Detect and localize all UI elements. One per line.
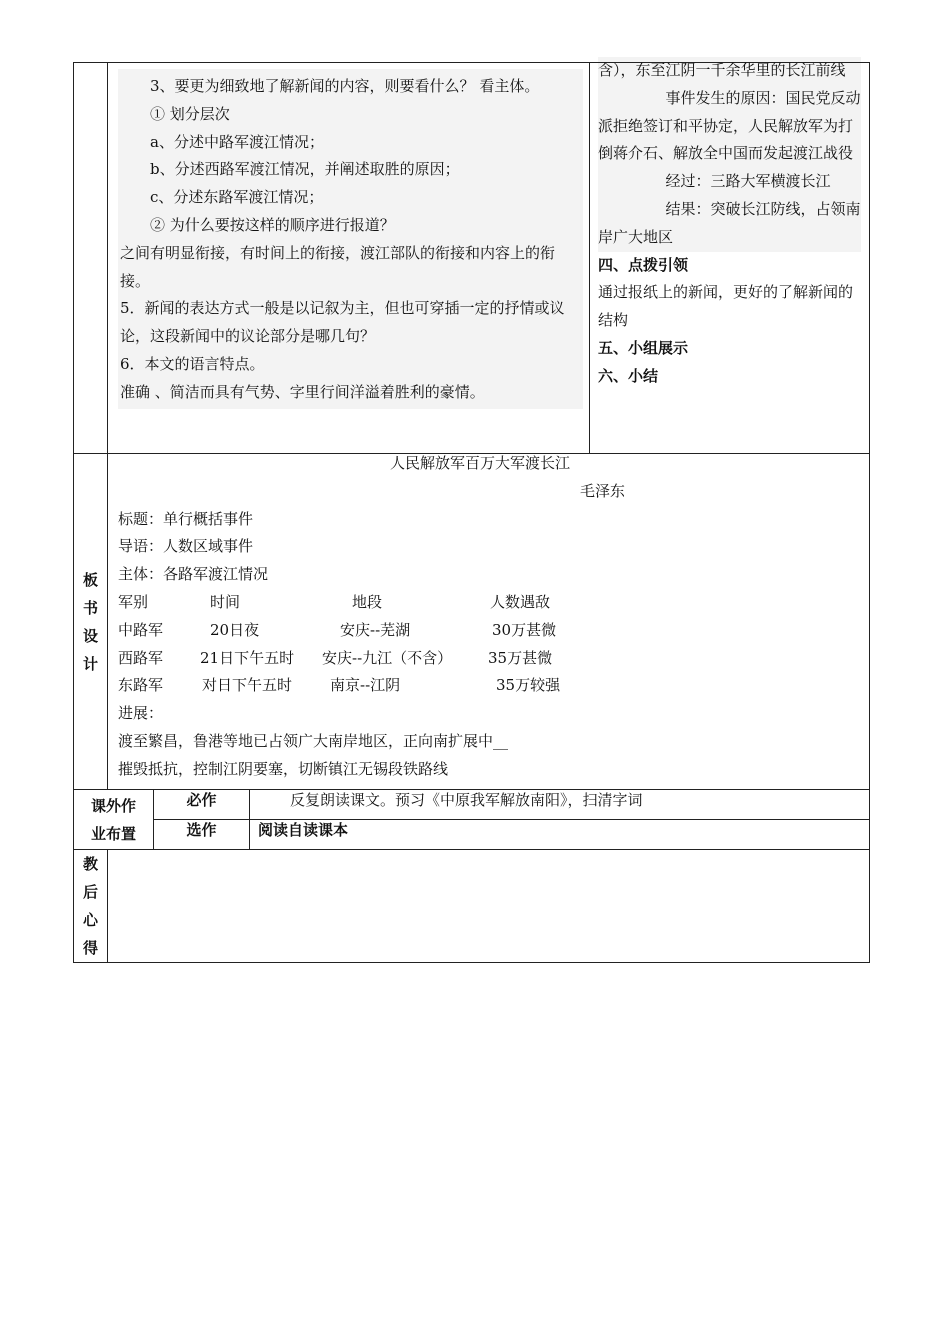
question-cell xyxy=(108,63,590,454)
board-content-cell xyxy=(108,454,870,790)
optional-label: 选作 xyxy=(154,820,250,850)
step-1: ① 划分层次 xyxy=(150,104,230,123)
board-progress-1: 渡至繁昌，鲁港等地已占领广大南岸地区，正向南扩展中__ xyxy=(118,731,509,750)
homework-label-cell: 课外作 业布置 xyxy=(74,790,154,850)
board-title: 人民解放军百万大军渡长江 xyxy=(390,454,571,472)
board-row xyxy=(74,454,870,790)
section-4-text: 通过报纸上的新闻，更好的了解新闻的结构 xyxy=(598,283,854,330)
reflection-content-cell[interactable] xyxy=(108,850,870,963)
point-b: b、分述西路军渡江情况，并阐述取胜的原因； xyxy=(150,160,460,179)
event-process: 经过：三路大军横渡长江 xyxy=(665,172,831,191)
board-lead: 导语：人数区域事件 xyxy=(118,537,254,556)
event-summary xyxy=(598,57,861,252)
board-author: 毛泽东 xyxy=(580,481,626,500)
content-row xyxy=(74,63,870,454)
reflection-row xyxy=(74,850,870,963)
section-6-heading: 六、小结 xyxy=(598,366,659,385)
optional-text: 阅读自读课本 xyxy=(250,820,870,850)
homework-required-row xyxy=(74,790,870,820)
question-6: 6．本文的语言特点。 xyxy=(120,354,265,373)
section-5-heading: 五、小组展示 xyxy=(598,338,689,357)
board-table-row: 中路军 20日夜 安庆--芜湖 30万甚微 xyxy=(118,620,557,639)
point-a: a、分述中路军渡江情况； xyxy=(150,132,324,151)
homework-optional-row xyxy=(74,820,870,850)
board-table-header: 军别 时间 地段 人数遇敌 xyxy=(118,592,551,611)
step-2: ② 为什么要按这样的顺序进行报道？ xyxy=(150,215,395,234)
required-label: 必作 xyxy=(154,790,250,820)
board-progress-label: 进展： xyxy=(118,704,164,723)
notes-cell xyxy=(590,63,870,454)
board-headline: 标题：单行概括事件 xyxy=(118,509,254,528)
board-body: 主体：各路军渡江情况 xyxy=(118,565,269,584)
board-label-cell: 板 书 设 计 xyxy=(74,454,108,790)
lesson-plan-table xyxy=(73,62,870,963)
board-table-row: 西路军 21日下午五时 安庆--九江（不含） 35万甚微 xyxy=(118,648,553,667)
empty-label-cell xyxy=(74,63,108,454)
required-text: 反复朗读课文。预习《中原我军解放南阳》，扫清字词 xyxy=(250,790,870,820)
reflection-label-cell: 教 后 心 得 xyxy=(74,850,108,963)
event-front-line: 含），东至江阴一千余华里的长江前线 xyxy=(598,61,846,79)
question-6-answer: 准确 、简洁而具有气势、字里行间洋溢着胜利的豪情。 xyxy=(120,382,485,401)
board-table-row: 东路军 对日下午五时 南京--江阴 35万较强 xyxy=(118,676,561,695)
question-3: 3、要更为细致地了解新闻的内容，则要看什么？ 看主体。 xyxy=(150,77,540,95)
board-progress-2: 摧毁抵抗，控制江阴要塞，切断镇江无锡段铁路线 xyxy=(118,759,449,778)
event-cause: 事件发生的原因：国民党反动派拒绝签订和平协定，人民解放军为打倒蒋介石、解放全中国而发起渡江战役 xyxy=(598,88,861,163)
section-4-heading: 四、点拨引领 xyxy=(598,255,689,274)
point-c: c、分述东路军渡江情况； xyxy=(150,188,324,207)
question-5: 5．新闻的表达方式一般是以记叙为主，但也可穿插一定的抒情或议论，这段新闻中的议论部分是哪几句？ xyxy=(120,299,565,346)
question-block xyxy=(118,69,583,409)
event-result: 结果：突破长江防线，占领南岸广大地区 xyxy=(598,199,861,246)
order-answer: 之间有明显衔接，有时间上的衔接，渡江部队的衔接和内容上的衔接。 xyxy=(120,243,556,290)
